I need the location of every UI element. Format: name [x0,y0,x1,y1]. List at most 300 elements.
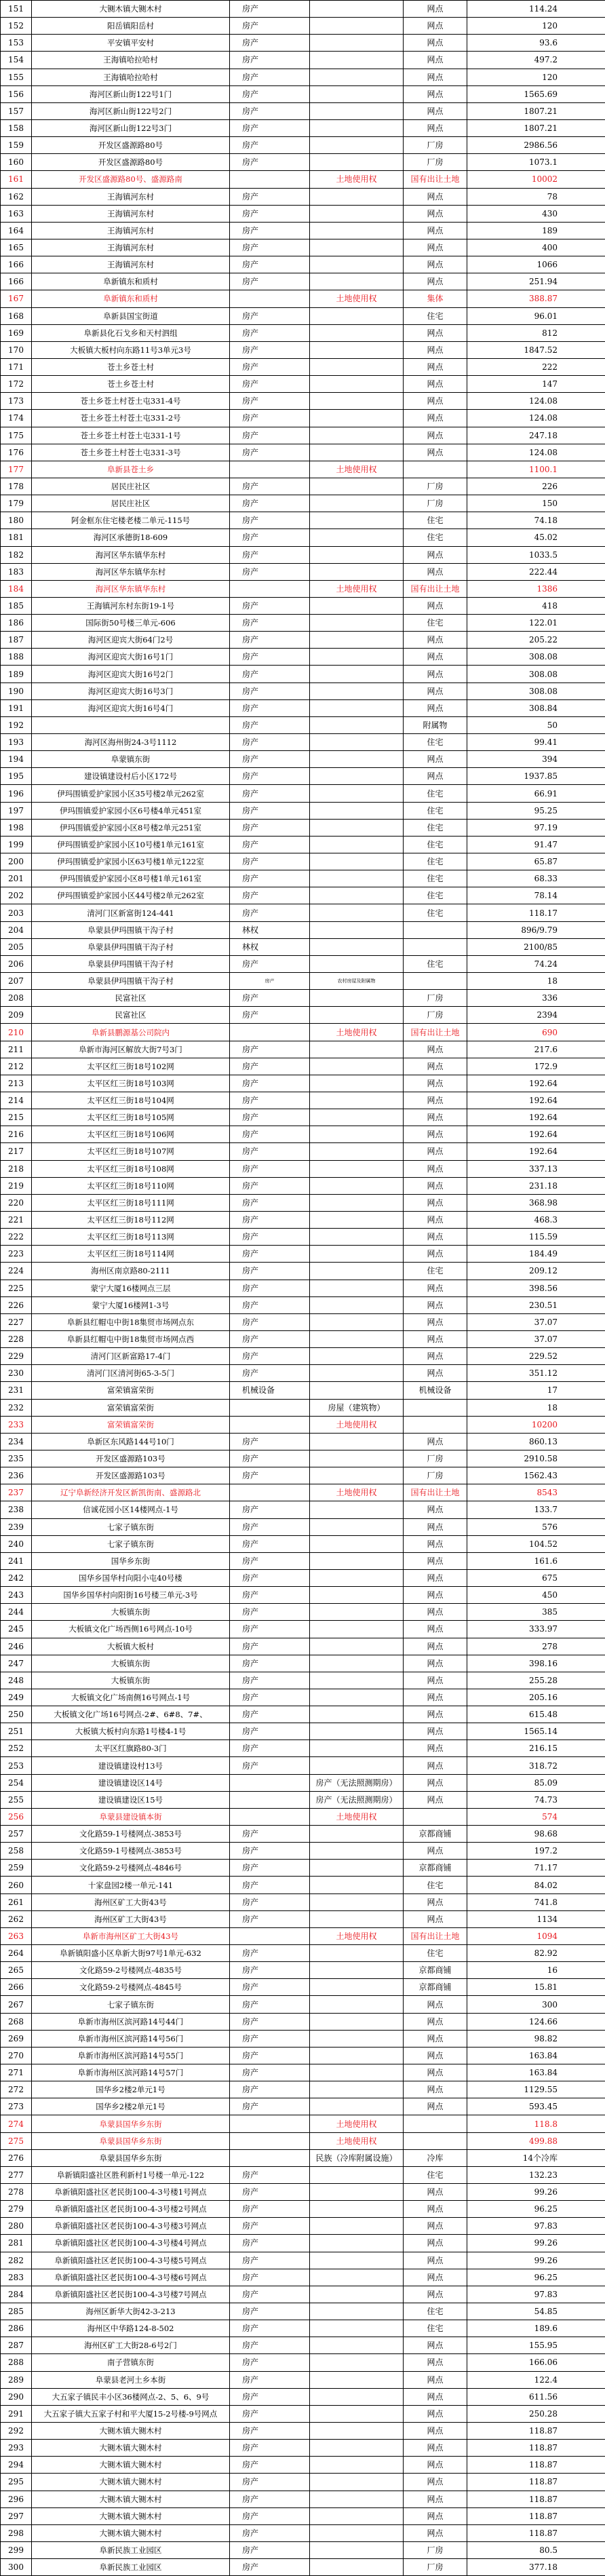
row-number: 293 [1,2440,32,2457]
asset-category: 房产 [230,2507,310,2524]
table-row [1,188,605,205]
row-number: 172 [1,376,32,393]
table-row [1,427,605,444]
asset-location: 阜新镇阳盛小区阜新大街97号1单元-632 [32,1945,230,1962]
asset-area: 124.08 [467,444,605,461]
asset-location: 太平区红三街18号106网 [32,1126,230,1143]
row-number: 246 [1,1638,32,1655]
asset-right-type [310,990,404,1007]
asset-location: 海河区迎宾大街16号4门 [32,699,230,716]
asset-area: 351.12 [467,1365,605,1382]
asset-area: 96.25 [467,2269,605,2286]
asset-right-type [310,973,404,990]
asset-location: 海州区矿工大街43号 [32,1910,230,1927]
table-row [1,529,605,546]
table-row [1,1330,605,1347]
asset-category: 房产 [230,734,310,751]
row-number: 285 [1,2303,32,2320]
asset-usage: 网点 [404,1365,467,1382]
asset-category: 房产 [230,1092,310,1109]
asset-location: 大铡木镇大铡木村 [32,2524,230,2541]
asset-category: 房产 [230,870,310,887]
asset-usage: 网点 [404,1655,467,1672]
asset-area: 118.87 [467,2440,605,2457]
asset-right-type [310,273,404,290]
asset-category [230,1774,310,1791]
row-number: 290 [1,2388,32,2405]
row-number: 189 [1,666,32,683]
row-number: 159 [1,137,32,154]
asset-right-type [310,1843,404,1860]
asset-category: 房产 [230,2524,310,2541]
asset-usage: 网点 [404,1109,467,1126]
row-number: 186 [1,615,32,632]
asset-location: 海州区矿工大街28-6号2门 [32,2337,230,2354]
asset-location: 文化路59-1号楼网点-3853号 [32,1826,230,1843]
asset-category: 林权 [230,921,310,938]
asset-right-type [310,870,404,887]
asset-usage: 国有出让土地 [404,1484,467,1501]
asset-area: 97.83 [467,2286,605,2303]
table-row [1,1996,605,2013]
asset-usage: 网点 [404,1229,467,1246]
asset-category: 房产 [230,2422,310,2439]
asset-category: 林权 [230,938,310,955]
asset-right-type [310,751,404,768]
asset-location: 阜新县鹏源基公司院内 [32,1024,230,1041]
table-row [1,18,605,35]
row-number: 202 [1,887,32,904]
table-row [1,1552,605,1569]
asset-area: 99.26 [467,2235,605,2252]
asset-location: 民富社区 [32,1007,230,1024]
asset-area: 65.87 [467,853,605,870]
asset-location: 王海镇河东村东街19-1号 [32,597,230,614]
asset-usage: 网点 [404,18,467,35]
asset-category: 房产 [230,1587,310,1604]
asset-area: 97.83 [467,2218,605,2235]
asset-category: 房产 [230,1041,310,1058]
asset-usage: 网点 [404,1689,467,1706]
asset-area: 318.72 [467,1757,605,1774]
asset-location: 阜新镇阳盛社区老民街100-4-3号楼7号网点 [32,2286,230,2303]
asset-area: 120 [467,18,605,35]
row-number: 231 [1,1382,32,1399]
asset-usage: 住宅 [404,2320,467,2337]
asset-right-type [310,1621,404,1638]
row-number: 282 [1,2252,32,2269]
asset-area: 308.84 [467,699,605,716]
asset-location: 海州区中华路124-8-502 [32,2320,230,2337]
asset-category: 房产 [230,1910,310,1927]
asset-location: 海河区新山街122号1门 [32,85,230,102]
asset-category: 房产 [230,1296,310,1313]
asset-category: 房产 [230,2303,310,2320]
asset-usage: 网点 [404,2507,467,2524]
row-number: 238 [1,1501,32,1518]
asset-right-type [310,1893,404,1910]
table-row [1,2371,605,2388]
row-number: 260 [1,1877,32,1893]
asset-right-type [310,1638,404,1655]
asset-usage: 住宅 [404,904,467,921]
asset-location: 海河区新山街122号2门 [32,102,230,119]
asset-category: 房产 [230,615,310,632]
row-number: 207 [1,973,32,990]
asset-usage: 网点 [404,1672,467,1689]
asset-right-type [310,154,404,171]
asset-location: 海河区迎宾大街16号2门 [32,666,230,683]
asset-right-type [310,239,404,256]
asset-area: 229.52 [467,1348,605,1365]
asset-area: 10200 [467,1416,605,1433]
asset-category: 房产 [230,341,310,358]
asset-right-type [310,1296,404,1313]
asset-area: 80.5 [467,2541,605,2558]
row-number: 204 [1,921,32,938]
table-row [1,341,605,358]
asset-right-type [310,819,404,836]
table-row [1,1791,605,1808]
asset-location: 阜蒙县建设镇本街 [32,1808,230,1825]
asset-area: 615.48 [467,1706,605,1723]
asset-usage: 住宅 [404,785,467,802]
table-row [1,1092,605,1109]
row-number: 200 [1,853,32,870]
asset-area: 1094 [467,1927,605,1944]
asset-location: 文化路59-2号楼网点-4846号 [32,1860,230,1877]
asset-location: 阜蒙县伊玛围镇干沟子村 [32,955,230,972]
asset-usage: 网点 [404,2440,467,2457]
asset-location: 阿金框东住宅楼老楼二单元-115号 [32,512,230,529]
asset-location: 阜新县红帽屯中街18集贸市场网点东 [32,1313,230,1330]
row-number: 278 [1,2184,32,2201]
asset-usage: 网点 [404,699,467,716]
row-number: 171 [1,358,32,375]
asset-category: 房产 [230,716,310,733]
table-row [1,512,605,529]
asset-location: 十家盘园2楼一单元-141 [32,1877,230,1893]
asset-location: 建设镇建设村后小区172号 [32,768,230,785]
asset-category: 房产 [230,2064,310,2081]
asset-usage: 网点 [404,324,467,341]
asset-right-type: 民族（冷库附属设施） [310,2149,404,2166]
asset-location: 海河区华东镇华东村 [32,546,230,563]
asset-usage: 网点 [404,2013,467,2030]
asset-area: 333.97 [467,1621,605,1638]
row-number: 211 [1,1041,32,1058]
asset-area: 132.23 [467,2166,605,2183]
table-row [1,1382,605,1399]
asset-area: 1073.1 [467,154,605,171]
asset-category: 房产 [230,119,310,136]
row-number: 176 [1,444,32,461]
asset-category: 房产 [230,2166,310,2183]
row-number: 295 [1,2474,32,2491]
asset-usage: 网点 [404,1604,467,1621]
asset-area: 860.13 [467,1433,605,1450]
asset-usage: 住宅 [404,870,467,887]
asset-area: 336 [467,990,605,1007]
asset-location: 大铡木镇大铡木村 [32,2491,230,2507]
asset-usage: 住宅 [404,1945,467,1962]
asset-area: 16 [467,1962,605,1979]
asset-right-note: 农村房屋及附属物 [338,978,376,984]
asset-right-type [310,1877,404,1893]
asset-usage: 网点 [404,1246,467,1263]
asset-usage: 网点 [404,2218,467,2235]
asset-area: 675 [467,1569,605,1586]
table-row [1,1826,605,1843]
asset-usage: 网点 [404,1893,467,1910]
asset-usage: 网点 [404,1535,467,1552]
asset-location: 太平区红三街18号110网 [32,1177,230,1194]
asset-usage: 网点 [404,427,467,444]
asset-area: 37.07 [467,1330,605,1347]
asset-category: 房产 [230,2559,310,2576]
asset-location: 大板镇东街 [32,1672,230,1689]
asset-area: 1129.55 [467,2081,605,2098]
asset-right-type [310,1058,404,1075]
asset-usage: 住宅 [404,836,467,853]
asset-location: 七家子镇东街 [32,1996,230,2013]
asset-location: 海河区海州街24-3号1112 [32,734,230,751]
table-row [1,2286,605,2303]
table-row [1,1450,605,1467]
asset-location: 阜新镇阳盛社区老民街100-4-3号楼4号网点 [32,2235,230,2252]
table-row [1,2405,605,2422]
asset-usage: 国有出让土地 [404,171,467,188]
asset-location: 开发区盛源路80号 [32,137,230,154]
row-number: 254 [1,1774,32,1791]
table-row [1,1501,605,1518]
asset-right-type [310,85,404,102]
asset-area: 468.3 [467,1211,605,1228]
asset-area: 308.08 [467,683,605,699]
table-row [1,2184,605,2201]
row-number: 277 [1,2166,32,2183]
asset-right-type: 土地使用权 [310,1484,404,1501]
asset-right-type [310,2507,404,2524]
asset-usage: 网点 [404,2269,467,2286]
table-row [1,358,605,375]
table-row [1,904,605,921]
asset-category: 房产 [230,1535,310,1552]
asset-area: 172.9 [467,1058,605,1075]
asset-right-type [310,1655,404,1672]
asset-category: 房产 [230,1330,310,1347]
asset-right-type: 土地使用权 [310,1416,404,1433]
asset-right-type [310,1382,404,1399]
asset-category: 房产 [230,2474,310,2491]
asset-location: 大五家子镇民丰小区36楼网点-2、5、6、9号 [32,2388,230,2405]
asset-area: 300 [467,1996,605,2013]
table-row [1,2030,605,2047]
table-row [1,376,605,393]
table-row [1,785,605,802]
asset-area: 163.84 [467,2064,605,2081]
table-row [1,699,605,716]
asset-right-type [310,2422,404,2439]
row-number: 287 [1,2337,32,2354]
row-number: 297 [1,2507,32,2524]
asset-usage: 住宅 [404,887,467,904]
row-number: 196 [1,785,32,802]
asset-category: 房产 [230,137,310,154]
asset-usage: 网点 [404,1058,467,1075]
asset-location [32,716,230,733]
row-number: 181 [1,529,32,546]
asset-right-type: 土地使用权 [310,1927,404,1944]
row-number: 296 [1,2491,32,2507]
row-number: 289 [1,2371,32,2388]
table-row [1,1638,605,1655]
asset-right-type [310,2030,404,2047]
asset-category: 房产 [230,1893,310,1910]
asset-location: 苍土乡苍土村 [32,358,230,375]
asset-location: 太平区红三街18号113网 [32,1229,230,1246]
asset-usage: 网点 [404,1740,467,1757]
asset-category: 房产 [230,478,310,495]
asset-location: 国际街50号楼三单元-606 [32,615,230,632]
row-number: 216 [1,1126,32,1143]
asset-right-type: 土地使用权 [310,1808,404,1825]
row-number: 279 [1,2201,32,2218]
table-row [1,1706,605,1723]
asset-location: 王海镇河东村 [32,239,230,256]
asset-usage: 网点 [404,1075,467,1092]
asset-category: 房产 [230,632,310,649]
asset-category: 房产 [230,1365,310,1382]
asset-usage: 厂房 [404,990,467,1007]
asset-category: 房产 [230,2388,310,2405]
asset-right-type [310,2491,404,2507]
asset-usage: 住宅 [404,307,467,324]
row-number: 215 [1,1109,32,1126]
asset-right-type: 房产（无法照测期房） [310,1774,404,1791]
asset-right-type [310,2337,404,2354]
asset-category: 房产 [230,427,310,444]
asset-category: 房产 [230,2337,310,2354]
table-row [1,273,605,290]
asset-area: 197.2 [467,1843,605,1860]
asset-category: 房产 [230,1007,310,1024]
asset-right-type [310,1962,404,1979]
table-row [1,2388,605,2405]
row-number: 284 [1,2286,32,2303]
table-row [1,119,605,136]
asset-location: 国华乡东街 [32,1552,230,1569]
asset-usage: 厂房 [404,1450,467,1467]
asset-location: 海河区华东镇华东村 [32,580,230,597]
row-number: 245 [1,1621,32,1638]
asset-right-type [310,955,404,972]
asset-right-type [310,376,404,393]
asset-location: 王海镇哈拉哈村 [32,52,230,69]
asset-area: 368.98 [467,1194,605,1211]
asset-usage: 京都商铺 [404,1962,467,1979]
asset-right-type [310,716,404,733]
asset-right-type [310,1672,404,1689]
asset-location: 太平区红三街18号114网 [32,1246,230,1263]
asset-right-type [310,427,404,444]
asset-right-type [310,341,404,358]
asset-area: 217.6 [467,1041,605,1058]
asset-location: 平安镇平安村 [32,35,230,52]
table-row [1,1962,605,1979]
asset-area: 593.45 [467,2098,605,2115]
asset-right-type [310,1535,404,1552]
table-row [1,2166,605,2183]
asset-usage: 住宅 [404,734,467,751]
asset-usage [404,1399,467,1416]
asset-category: 房产 [230,1979,310,1996]
row-number: 222 [1,1229,32,1246]
asset-area: 1100.1 [467,461,605,478]
table-row [1,2337,605,2354]
asset-category: 房产 [230,1962,310,1979]
asset-category [230,973,310,990]
asset-usage: 厂房 [404,1007,467,1024]
asset-category [230,1808,310,1825]
asset-usage: 网点 [404,256,467,273]
asset-category [230,1399,310,1416]
asset-category: 房产 [230,1655,310,1672]
asset-location: 伊玛围镇爱护家园小区10号楼1单元161室 [32,836,230,853]
asset-usage: 网点 [404,1211,467,1228]
asset-usage: 网点 [404,1910,467,1927]
asset-usage: 网点 [404,410,467,427]
row-number: 198 [1,819,32,836]
asset-category: 房产 [230,683,310,699]
asset-category: 房产 [230,495,310,512]
asset-location: 阜新县红帽屯中街18集贸市场网点西 [32,1330,230,1347]
table-row [1,1246,605,1263]
asset-location: 太平区红三街18号112网 [32,1211,230,1228]
row-number: 240 [1,1535,32,1552]
asset-location: 蒙宁大厦16楼网点三层 [32,1280,230,1296]
asset-location: 建设镇建设区15号 [32,1791,230,1808]
table-row [1,2320,605,2337]
row-number: 155 [1,69,32,85]
row-number: 208 [1,990,32,1007]
asset-usage: 机械设备 [404,1382,467,1399]
asset-area: 1937.85 [467,768,605,785]
asset-location: 太平区红三街18号108网 [32,1160,230,1177]
table-row [1,768,605,785]
asset-usage: 网点 [404,1143,467,1160]
asset-category: 房产 [230,597,310,614]
asset-usage: 网点 [404,2524,467,2541]
asset-usage: 网点 [404,649,467,666]
asset-category-note: 房产 [265,978,275,984]
asset-category: 房产 [230,1109,310,1126]
row-number: 174 [1,410,32,427]
row-number: 212 [1,1058,32,1075]
row-number: 152 [1,18,32,35]
asset-location: 海州区南京路80-2111 [32,1263,230,1280]
asset-usage: 住宅 [404,802,467,819]
table-row [1,1075,605,1092]
asset-location: 文化路59-2号楼网点-4845号 [32,1979,230,1996]
asset-right-type [310,358,404,375]
asset-location: 太平区红三街18号104网 [32,1092,230,1109]
table-row [1,887,605,904]
asset-right-type [310,444,404,461]
asset-right-type [310,666,404,683]
row-number: 298 [1,2524,32,2541]
asset-right-type [310,632,404,649]
